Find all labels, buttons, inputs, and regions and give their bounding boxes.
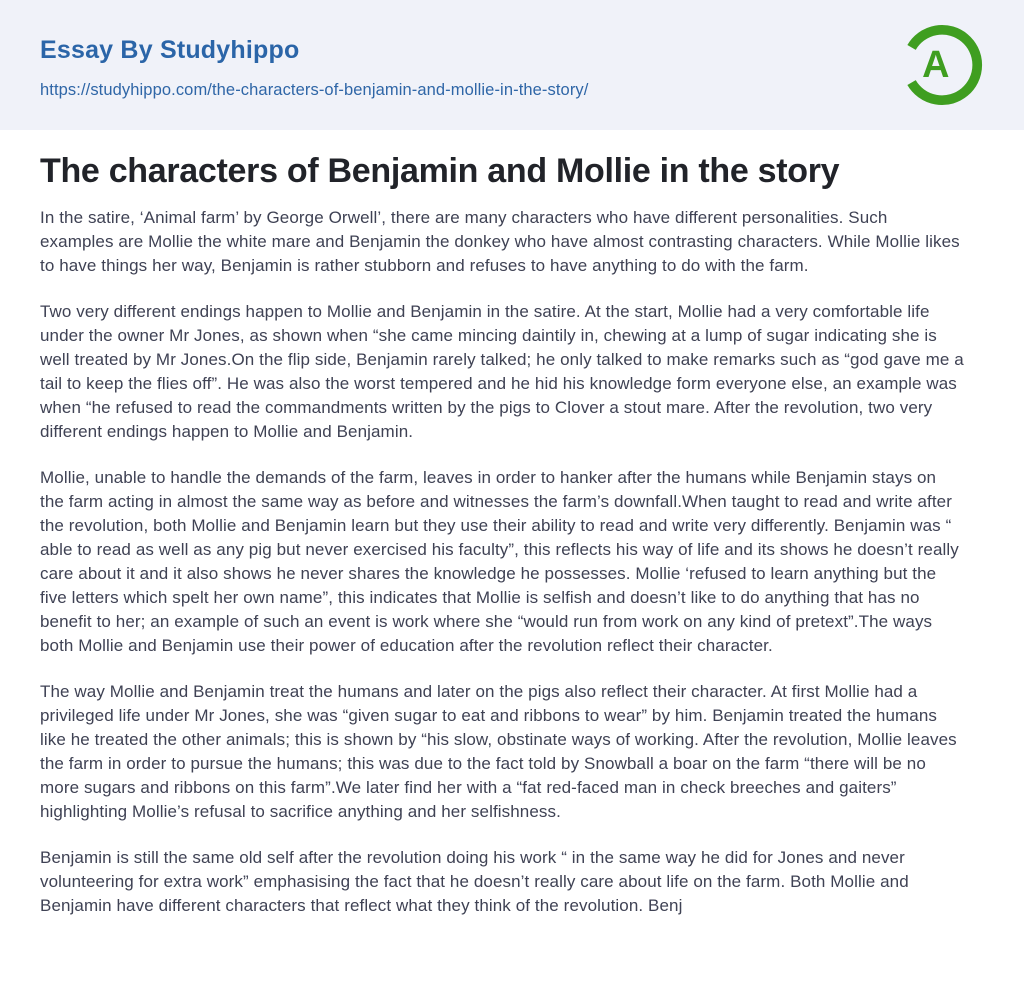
source-url-link[interactable]: https://studyhippo.com/the-characters-of-benjamin-and-mollie-in-the-story/ xyxy=(40,81,589,99)
essay-paragraph-4: The way Mollie and Benjamin treat the humans and later on the pigs also reflect their character. At first Mollie had a privileged life under Mr Jones, she was “given sugar to eat and ribbons to wear” by him. Benjamin treated the humans like he treated the other animals; this is shown by “his slow, obstinate ways of working. After the revolution, Mollie leaves the farm in order to pursue the humans; this was due to the fact told by Snowball a boar on the farm “there will be no more sugars and ribbons on this farm”.We later find her with a “fat red-faced man in check breeches and gaiters” highlighting Mollie’s refusal to sacrifice anything and her selfishness. xyxy=(40,682,957,822)
site-title: Essay By Studyhippo xyxy=(40,36,300,64)
essay-title: The characters of Benjamin and Mollie in the story xyxy=(40,152,840,190)
logo-letter: A xyxy=(922,43,950,86)
essay-paragraph-2: Two very different endings happen to Mollie and Benjamin in the satire. At the start, Mollie had a very comfortable life under the owner Mr Jones, as shown when “she came mincing daintily in, chewing at a lump of sugar indicating she is well treated by Mr Jones.On the flip side, Benjamin rarely talked; he only talked to make remarks such as “god gave me a tail to keep the flies off”. He was also the worst tempered and he hid his knowledge form everyone else, an example was when “he refused to read the commandments written by the pigs to Clover a stout mare. After the revolution, two very different endings happen to Mollie and Benjamin. xyxy=(40,302,964,442)
page-header xyxy=(0,0,1024,130)
header-text-block xyxy=(40,30,588,100)
essay-paragraph-1: In the satire, ‘Animal farm’ by George Orwell’, there are many characters who have different personalities. Such examples are Mollie the white mare and Benjamin the donkey who have almost contrasting characters. While Mollie likes to have things her way, Benjamin is rather stubborn and refuses to have anything to do with the farm. xyxy=(40,208,960,276)
essay-paragraph-3: Mollie, unable to handle the demands of the farm, leaves in order to hanker after the humans while Benjamin stays on the farm acting in almost the same way as before and witnesses the farm’s downfall.When taught to read and write after the revolution, both Mollie and Benjamin learn but they use their ability to read and write very differently. Benjamin was “ able to read as well as any pig but never exercised his faculty”, this reflects his way of life and its shows he doesn’t really care about it and it also shows he never shares the knowledge he possesses. Mollie ‘refused to learn anything but the five letters which spelt her own name”, this indicates that Mollie is selfish and doesn’t like to do anything that has no benefit to her; an example of such an event is work where she “would run from work on any kind of pretext”.The ways both Mollie and Benjamin use their power of education after the revolution reflect their character. xyxy=(40,468,959,656)
studyhippo-logo-icon xyxy=(898,21,986,109)
essay-paragraph-5: Benjamin is still the same old self after the revolution doing his work “ in the same way he did for Jones and never volunteering for extra work” emphasising the fact that he doesn’t really care about life on the farm. Both Mollie and Benjamin have different characters that reflect what they think of the revolution. Benj xyxy=(40,848,909,916)
essay-article xyxy=(0,130,1004,918)
